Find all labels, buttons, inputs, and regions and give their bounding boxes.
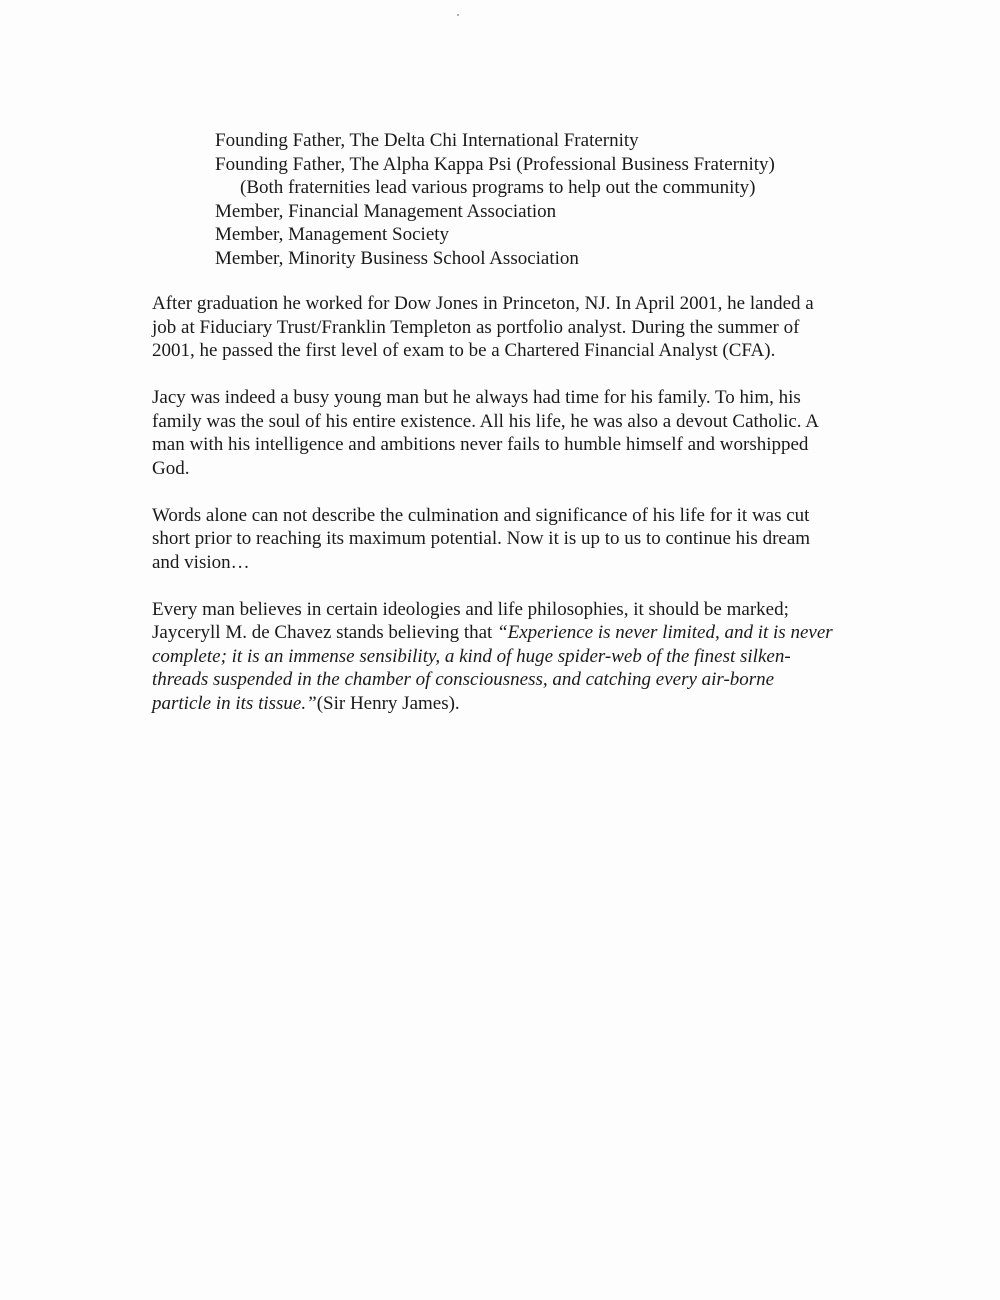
text-line: After graduation he worked for Dow Jones in Princeton, NJ. In April 2001, he landed a [152,293,814,314]
affiliation-item: Member, Financial Management Association [215,200,557,222]
text-line [152,621,897,645]
quote-attribution: (Sir Henry James). [316,692,460,714]
text-line: and vision… [152,551,250,573]
affiliation-note: (Both fraternities lead various programs to help out the community) [240,177,756,198]
quote-text: threads suspended in the chamber of consciousness, and catching every air-borne [152,669,775,690]
affiliation-item: Founding Father, The Alpha Kappa Psi (Professional Business Fraternity) [215,153,775,175]
quote-text: “Experience is never limited, and it is never [497,622,833,643]
career-paragraph [152,292,897,363]
affiliation-item: Member, Minority Business School Association [215,247,579,269]
quote-text: particle in its tissue.” [152,692,317,714]
text-line: man with his intelligence and ambitions never fails to humble himself and worshipped [152,434,809,455]
text-line: family was the soul of his entire existence. All his life, he was also a devout Catholic. A [152,410,819,432]
text-line [152,668,897,692]
quote-text: complete; it is an immense sensibility, a kind of huge spider-web of the finest silken- [152,645,791,667]
text-line: God. [152,457,190,479]
text-line: Jacy was indeed a busy young man but he always had time for his family. To him, his [152,387,801,408]
text-line: Words alone can not describe the culmination and significance of his life for it was cut [152,504,810,526]
text-line: Every man believes in certain ideologies and life philosophies, it should be marked; [152,598,789,620]
body-text [152,292,897,739]
text-line [152,692,897,716]
affiliation-item: Founding Father, The Delta Chi International Fraternity [215,130,639,151]
text-line: job at Fiduciary Trust/Franklin Templeton as portfolio analyst. During the summer of [152,316,800,338]
text-line: short prior to reaching its maximum potential. Now it is up to us to continue his dream [152,528,811,549]
scan-speck [457,14,459,16]
affiliations-list [215,129,955,270]
affiliation-item: Member, Management Society [215,224,450,245]
philosophy-paragraph [152,598,897,716]
family-paragraph [152,386,897,480]
text-line [152,645,897,669]
text-plain: Jayceryll M. de Chavez stands believing that [152,622,498,643]
words-paragraph [152,504,897,575]
text-line: 2001, he passed the first level of exam to be a Chartered Financial Analyst (CFA). [152,340,776,361]
